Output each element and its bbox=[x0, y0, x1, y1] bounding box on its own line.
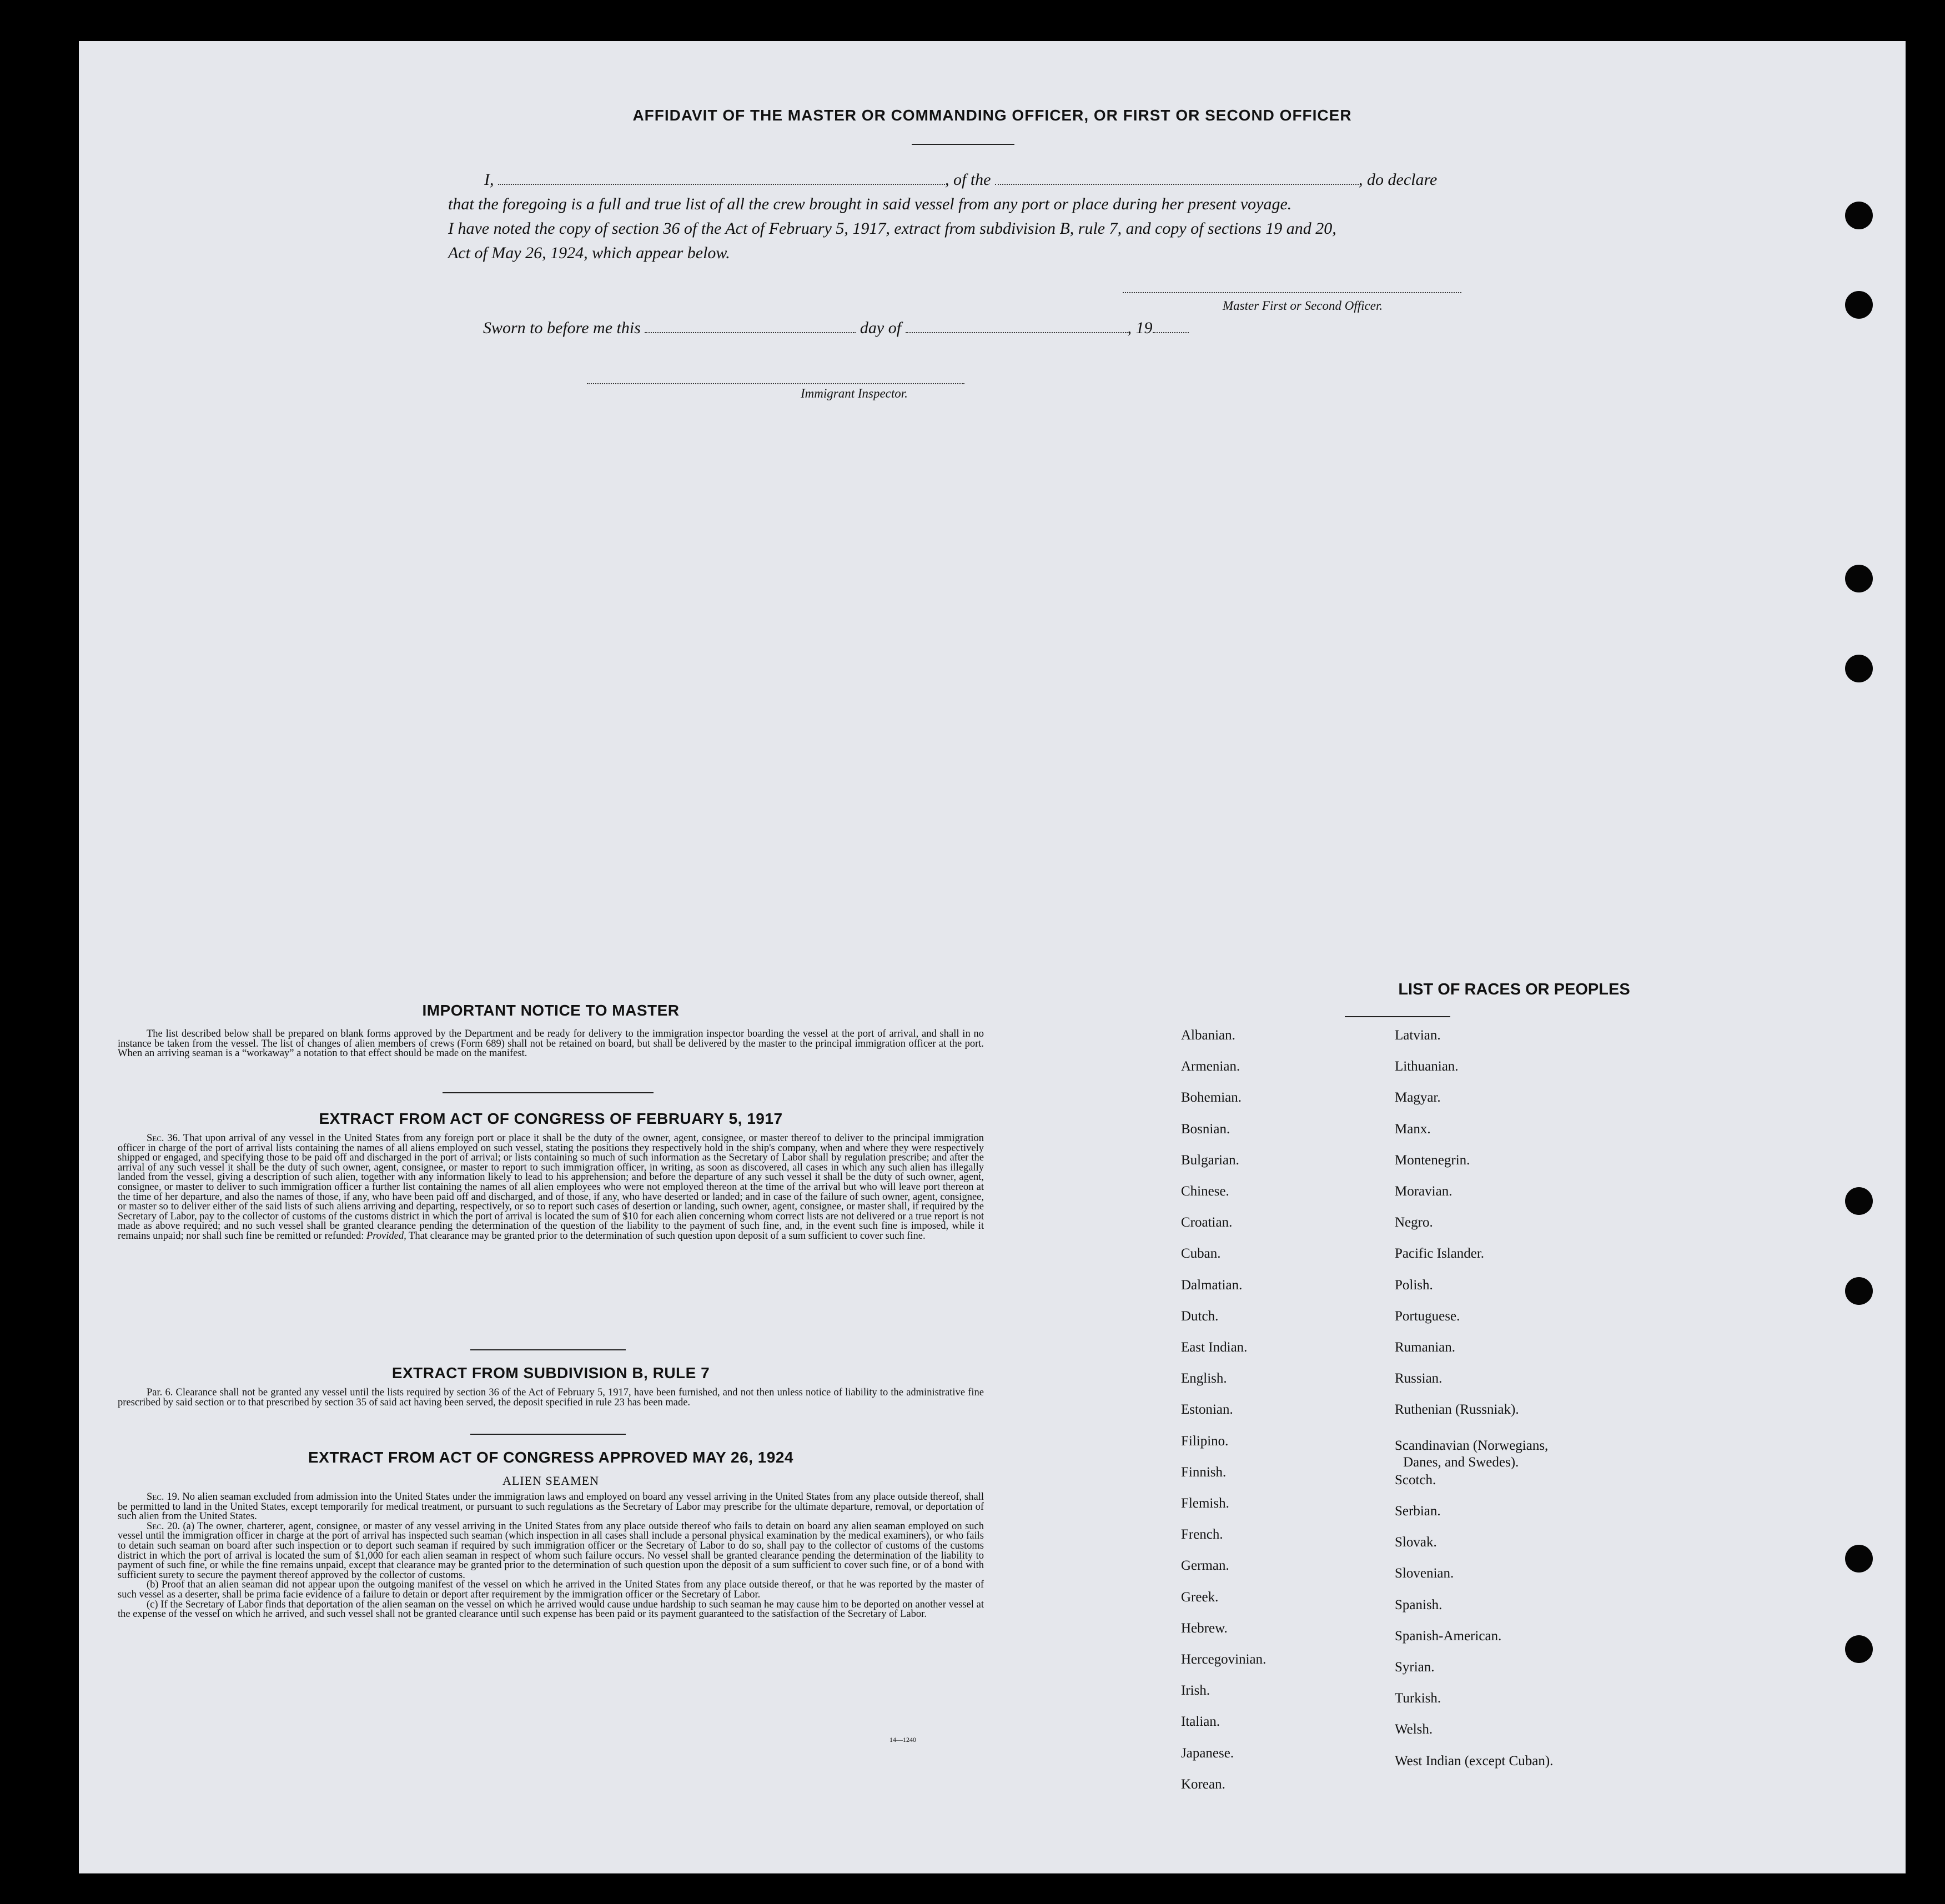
sec-20b-body: (b) Proof that an alien seaman did not appear upon the outgoing manifest of the vessel on which he arrived in the United States from any place outside thereof, or that he was reported by the master of such vessel as a deserter, shall be prima facie evidence of a failure to detain or deport after requirement by the immigration officer or the Secretary of Labor. bbox=[118, 1579, 984, 1600]
act-1917-text bbox=[118, 1134, 984, 1242]
race-item: Negro. bbox=[1395, 1215, 1433, 1230]
binder-hole bbox=[1845, 202, 1873, 229]
race-item: Turkish. bbox=[1395, 1691, 1441, 1706]
name-field[interactable] bbox=[498, 183, 945, 185]
affidavit-line-2: that the foregoing is a full and true list of all the crew brought in said vessel from any port or place during her present voyage. bbox=[448, 195, 1292, 213]
sworn-year-field[interactable] bbox=[1153, 331, 1189, 333]
rule-7-paragraph: Par. 6. Clearance shall not be granted any vessel until the lists required by section 36 of the Act of February 5, 1917, have been furnished, and not then unless notice of liability to the administrative fine prescribed by said section or to that prescribed by section 35 of said act having been served, the deposit specified in rule 23 has been made. bbox=[118, 1387, 984, 1408]
race-item: Italian. bbox=[1181, 1714, 1220, 1730]
sworn-text: Sworn to before me this bbox=[483, 319, 641, 337]
race-item: Estonian. bbox=[1181, 1402, 1233, 1418]
race-item: Russian. bbox=[1395, 1371, 1443, 1386]
race-item: Hebrew. bbox=[1181, 1620, 1228, 1636]
sworn-line bbox=[483, 319, 1189, 338]
race-item: Armenian. bbox=[1181, 1059, 1240, 1074]
race-item: Dalmatian. bbox=[1181, 1277, 1243, 1293]
inspector-signature-label: Immigrant Inspector. bbox=[801, 386, 908, 400]
race-item: Welsh. bbox=[1395, 1722, 1433, 1737]
sec-20a-body: (a) The owner, charterer, agent, consignee, or master of any vessel arriving in the United States from any place outside thereof who fails to detain on board any alien seaman employed on such vessel until the immigration officer in charge at the port of arrival has inspected such seaman (which inspection in all cases shall include a personal physical examination by the medical examiners), or who fails to detain such seaman on board after such inspection or to deport such seaman if required by such immigration officer or the Secretary of Labor to do so, shall pay to the collector of customs of the customs district in which the port of arrival is located the sum of $1,000 for each alien seaman in respect of whom such failure occurs. No vessel shall be granted clearance pending the determination of the liability to payment of such fine, or while the fine remains unpaid, except that clearance may be granted prior to the determination of such question upon the deposit of a sum sufficient to cover such fine, or of a bond with sufficient surety to secure the payment thereof approved by the collector of customs. bbox=[118, 1520, 984, 1581]
divider bbox=[1345, 1016, 1450, 1017]
race-item: Bohemian. bbox=[1181, 1090, 1242, 1106]
race-item: Japanese. bbox=[1181, 1745, 1234, 1761]
race-item: Spanish. bbox=[1395, 1597, 1443, 1612]
race-item: Albanian. bbox=[1181, 1028, 1235, 1043]
race-item: Korean. bbox=[1181, 1776, 1225, 1792]
race-item: Dutch. bbox=[1181, 1308, 1219, 1324]
affidavit-body bbox=[448, 168, 1547, 265]
race-item: Scandinavian (Norwegians, bbox=[1395, 1438, 1549, 1453]
notice-text bbox=[118, 1029, 984, 1059]
race-item: Finnish. bbox=[1181, 1464, 1227, 1480]
rule-7-text bbox=[118, 1388, 984, 1408]
notice-title: IMPORTANT NOTICE TO MASTER bbox=[422, 1002, 680, 1019]
provided-word: Provided, bbox=[366, 1230, 406, 1242]
race-item: English. bbox=[1181, 1371, 1227, 1386]
sec-20-label: Sec. 20. bbox=[147, 1520, 180, 1532]
race-item: Flemish. bbox=[1181, 1496, 1229, 1511]
sec-36-end: That clearance may be granted prior to the determination of such question upon deposit of a sum sufficient to cover such fine. bbox=[409, 1230, 926, 1242]
sec-19-label: Sec. 19. bbox=[147, 1491, 180, 1503]
affidavit-line-3: I have noted the copy of section 36 of the Act of February 5, 1917, extract from subdivision B, rule 7, and copy of sections 19 and 20, bbox=[448, 219, 1336, 238]
race-item: West Indian (except Cuban). bbox=[1395, 1753, 1554, 1769]
race-item: Irish. bbox=[1181, 1683, 1210, 1699]
sec-19-body: No alien seaman excluded from admission into the United States under the immigration laws and employed on board any vessel arriving in the United States from any place outside thereof, shall be permitted to land in the United States, except temporarily for medical treatment, or pursuant to such regulations as the Secretary of Labor may prescribe for the ultimate departure, removal, or deportation of such alien from the United States. bbox=[118, 1491, 984, 1523]
binder-hole bbox=[1845, 291, 1873, 319]
race-item: Ruthenian (Russniak). bbox=[1395, 1402, 1519, 1418]
sec-36-label: Sec. 36. bbox=[147, 1133, 180, 1144]
binder-hole bbox=[1845, 1187, 1873, 1215]
race-item: Bosnian. bbox=[1181, 1121, 1230, 1137]
race-item: Slovenian. bbox=[1395, 1566, 1454, 1581]
title-divider bbox=[912, 144, 1014, 145]
race-item: French. bbox=[1181, 1527, 1223, 1543]
race-item: Polish. bbox=[1395, 1277, 1433, 1293]
binder-hole bbox=[1845, 565, 1873, 592]
race-item: Rumanian. bbox=[1395, 1340, 1456, 1355]
master-signature-line[interactable] bbox=[1123, 292, 1461, 293]
notice-paragraph: The list described below shall be prepared on blank forms approved by the Department and be ready for delivery to the immigration inspector boarding the vessel at the port of arrival, and shall in no instance be taken from the vessel. The list of changes of alien members of crews (Form 689) shall not be retained on board, but shall be delivered by the master to the principal immigration officer at the port. When an arriving seaman is a “workaway” a notation to that effect should be made on the manifest. bbox=[118, 1028, 984, 1059]
race-item: Lithuanian. bbox=[1395, 1059, 1459, 1074]
master-signature-label: Master First or Second Officer. bbox=[1223, 299, 1383, 313]
sworn-day-field[interactable] bbox=[645, 331, 856, 333]
sec-20c-body: (c) If the Secretary of Labor finds that deportation of the alien seaman on the vessel on which he arrived would cause undue hardship to such seaman he may cause him to be deported on another vessel at the expense of the vessel on which he arrived, and such vessel shall not be granted clearance until such expense has been paid or its payment guaranteed to the satisfaction of the Secretary of Labor. bbox=[118, 1599, 984, 1620]
race-item: Scotch. bbox=[1395, 1472, 1436, 1488]
sec-36-body: That upon arrival of any vessel in the United States from any foreign port or place it shall be the duty of the owner, agent, consignee, or master thereof to deliver to the principal immigration officer in charge of the port of arrival lists containing the names of all aliens employed on such vessel, stating the positions they respectively hold in the ship's company, when and where they were respectively shipped or engaged, and specifying those to be paid off and discharged in the port of arrival; or lists containing so much of such information as the Secretary of Labor shall by regulation prescribe; and after the arrival of any such vessel it shall be the duty of such owner, agent, consignee, or master to report to such immigration officer, in writing, as soon as discovered, all cases in which any such alien has illegally landed from the vessel, giving a description of such alien, together with any information likely to lead to his apprehension; and before the departure of any such vessel it shall be the duty of such owner, agent, consignee, or master to deliver to such immigration officer a further list containing the names of all alien employees who were not employed thereon at the time of the arrival but who will leave port thereon at the time of her departure, and also the names of those, if any, who have been paid off and discharged, and of those, if any, who have deserted or landed; and in case of the failure of such owner, agent, consignee, or master so to deliver either of the said lists of such aliens arriving and departing, respectively, or so to report such cases of desertion or landing, such owner, agent, consignee, or master shall, if required by the Secretary of Labor, pay to the collector of customs of the customs district in which the port of arrival is located the sum of $10 for each alien concerning whom correct lists are not delivered or a true report is not made as above required; and no such vessel shall be granted clearance pending the determination of the question of the liability to the payment of such fine, and, in the event such fine is imposed, while it remains unpaid; nor shall such fine be remitted or refunded: bbox=[118, 1133, 984, 1242]
divider bbox=[470, 1434, 626, 1435]
race-item: Croatian. bbox=[1181, 1215, 1233, 1230]
race-item: Serbian. bbox=[1395, 1504, 1441, 1519]
binder-hole bbox=[1845, 1635, 1873, 1663]
race-item: Filipino. bbox=[1181, 1433, 1229, 1449]
race-item: Bulgarian. bbox=[1181, 1152, 1239, 1168]
race-item: East Indian. bbox=[1181, 1340, 1248, 1355]
form-page bbox=[79, 41, 1906, 1873]
race-item: Spanish-American. bbox=[1395, 1628, 1502, 1644]
affidavit-declare: , do declare bbox=[1359, 170, 1438, 189]
race-item: Montenegrin. bbox=[1395, 1152, 1470, 1168]
binder-hole bbox=[1845, 1277, 1873, 1305]
binder-hole bbox=[1845, 1545, 1873, 1573]
affidavit-line-4: Act of May 26, 1924, which appear below. bbox=[448, 244, 730, 262]
sworn-month-field[interactable] bbox=[906, 331, 1128, 333]
vessel-field[interactable] bbox=[995, 183, 1359, 185]
race-item: Portuguese. bbox=[1395, 1308, 1460, 1324]
binder-hole bbox=[1845, 655, 1873, 682]
affidavit-of-the: , of the bbox=[945, 170, 991, 189]
race-item: Greek. bbox=[1181, 1589, 1219, 1605]
race-item: Hercegovinian. bbox=[1181, 1652, 1266, 1667]
race-item: Danes, and Swedes). bbox=[1403, 1454, 1519, 1470]
race-item: Chinese. bbox=[1181, 1184, 1229, 1199]
races-title: LIST OF RACES OR PEOPLES bbox=[1398, 981, 1630, 998]
race-item: Pacific Islander. bbox=[1395, 1246, 1485, 1262]
race-item: Syrian. bbox=[1395, 1660, 1435, 1675]
affidavit-title: AFFIDAVIT OF THE MASTER OR COMMANDING OFFICER, OR FIRST OR SECOND OFFICER bbox=[632, 107, 1352, 124]
divider bbox=[443, 1092, 654, 1093]
act-1924-text bbox=[118, 1493, 984, 1620]
affidavit-i: I, bbox=[484, 170, 494, 189]
race-item: Moravian. bbox=[1395, 1184, 1453, 1199]
race-item: German. bbox=[1181, 1558, 1229, 1574]
race-item: Slovak. bbox=[1395, 1535, 1437, 1550]
race-item: Manx. bbox=[1395, 1121, 1431, 1137]
form-code: 14—1240 bbox=[889, 1736, 916, 1744]
divider bbox=[470, 1349, 626, 1350]
sworn-year-prefix: , 19 bbox=[1127, 319, 1153, 337]
act-1917-title: EXTRACT FROM ACT OF CONGRESS OF FEBRUARY 5, 1917 bbox=[319, 1110, 783, 1127]
race-item: Cuban. bbox=[1181, 1246, 1221, 1262]
alien-seamen-subtitle: ALIEN SEAMEN bbox=[502, 1474, 599, 1488]
inspector-signature-line[interactable] bbox=[587, 383, 964, 384]
act-1924-title: EXTRACT FROM ACT OF CONGRESS APPROVED MAY 26, 1924 bbox=[308, 1449, 793, 1466]
race-item: Latvian. bbox=[1395, 1028, 1441, 1043]
sworn-day-of: day of bbox=[860, 319, 902, 337]
rule-7-title: EXTRACT FROM SUBDIVISION B, RULE 7 bbox=[391, 1364, 710, 1381]
race-item: Magyar. bbox=[1395, 1090, 1441, 1106]
